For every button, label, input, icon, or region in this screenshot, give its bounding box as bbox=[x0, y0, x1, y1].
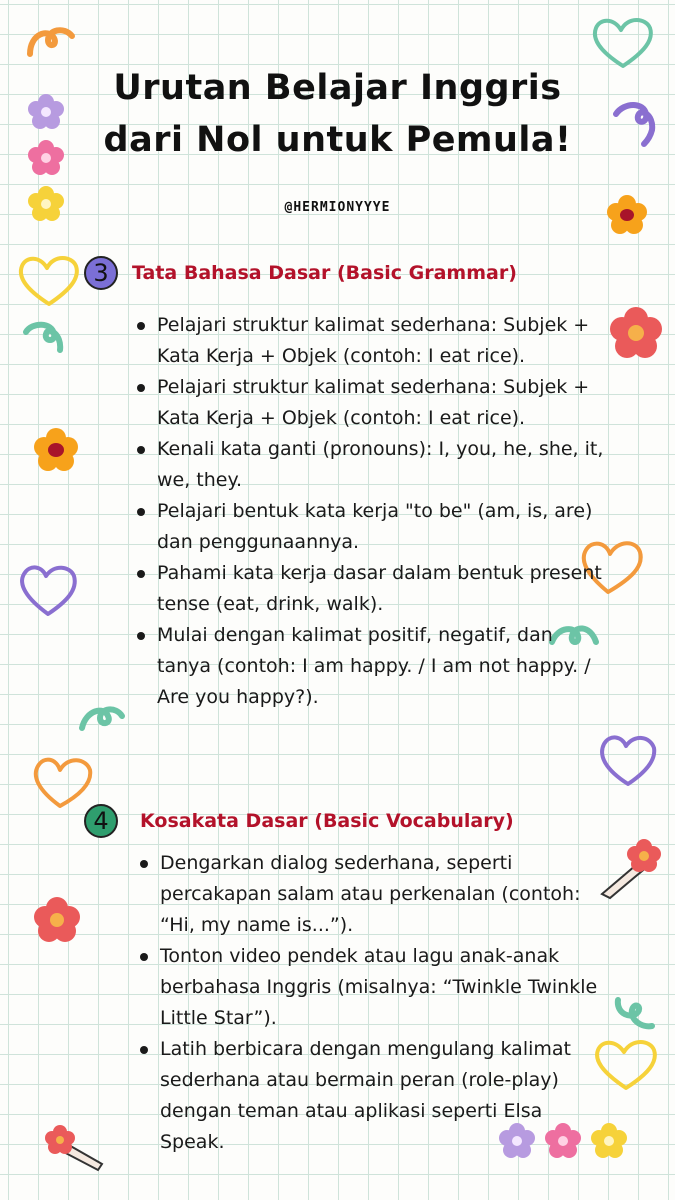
section-number-badge: 4 bbox=[84, 804, 118, 838]
hair-clip-icon bbox=[596, 836, 666, 900]
swirl-icon bbox=[612, 994, 656, 1034]
title-line-2: dari Nol untuk Pemula! bbox=[103, 120, 572, 160]
flower-icon bbox=[604, 192, 650, 238]
list-item: Mulai dengan kalimat positif, negatif, dan tanya (contoh: I am happy. / I am not happy. / Are you happy?). bbox=[135, 620, 605, 713]
title-line-1: Urutan Belajar Inggris bbox=[113, 68, 562, 108]
section-title: Kosakata Dasar (Basic Vocabulary) bbox=[140, 810, 514, 832]
section-vocabulary-heading bbox=[84, 804, 514, 838]
grammar-list bbox=[135, 310, 605, 713]
flower-icon bbox=[30, 424, 82, 476]
section-grammar-heading bbox=[84, 256, 517, 290]
heart-icon bbox=[594, 728, 660, 790]
heart-icon bbox=[14, 254, 84, 310]
swirl-icon bbox=[78, 700, 126, 736]
flower-icon bbox=[30, 894, 84, 946]
swirl-icon bbox=[26, 24, 78, 58]
heart-icon bbox=[28, 752, 98, 812]
list-item: Tonton video pendek atau lagu anak-anak berbahasa Inggris (misalnya: “Twinkle Twinkle Little Star”). bbox=[138, 941, 600, 1034]
swirl-icon bbox=[22, 318, 66, 358]
list-item: Kenali kata ganti (pronouns): I, you, he, she, it, we, they. bbox=[135, 434, 605, 496]
list-item: Pelajari bentuk kata kerja "to be" (am, is, are) dan penggunaannya. bbox=[135, 496, 605, 558]
list-item: Pahami kata kerja dasar dalam bentuk present tense (eat, drink, walk). bbox=[135, 558, 605, 620]
section-number-badge: 3 bbox=[84, 256, 118, 290]
list-item: Latih berbicara dengan mengulang kalimat sederhana atau bermain peran (role-play) dengan teman atau aplikasi seperti Elsa Speak. bbox=[138, 1034, 600, 1158]
page-title bbox=[0, 62, 675, 166]
hair-clip-icon bbox=[40, 1122, 106, 1172]
flower-icon bbox=[606, 304, 666, 362]
section-title: Tata Bahasa Dasar (Basic Grammar) bbox=[132, 262, 517, 284]
heart-icon bbox=[590, 1036, 662, 1094]
list-item: Pelajari struktur kalimat sederhana: Subjek + Kata Kerja + Objek (contoh: I eat rice). bbox=[135, 372, 605, 434]
heart-icon bbox=[14, 560, 82, 620]
author-handle: @HERMIONYYYE bbox=[284, 200, 391, 215]
list-item: Dengarkan dialog sederhana, seperti percakapan salam atau perkenalan (contoh: “Hi, my name is...”). bbox=[138, 848, 600, 941]
vocabulary-list bbox=[138, 848, 600, 1158]
list-item: Pelajari struktur kalimat sederhana: Subjek + Kata Kerja + Objek (contoh: I eat rice). bbox=[135, 310, 605, 372]
